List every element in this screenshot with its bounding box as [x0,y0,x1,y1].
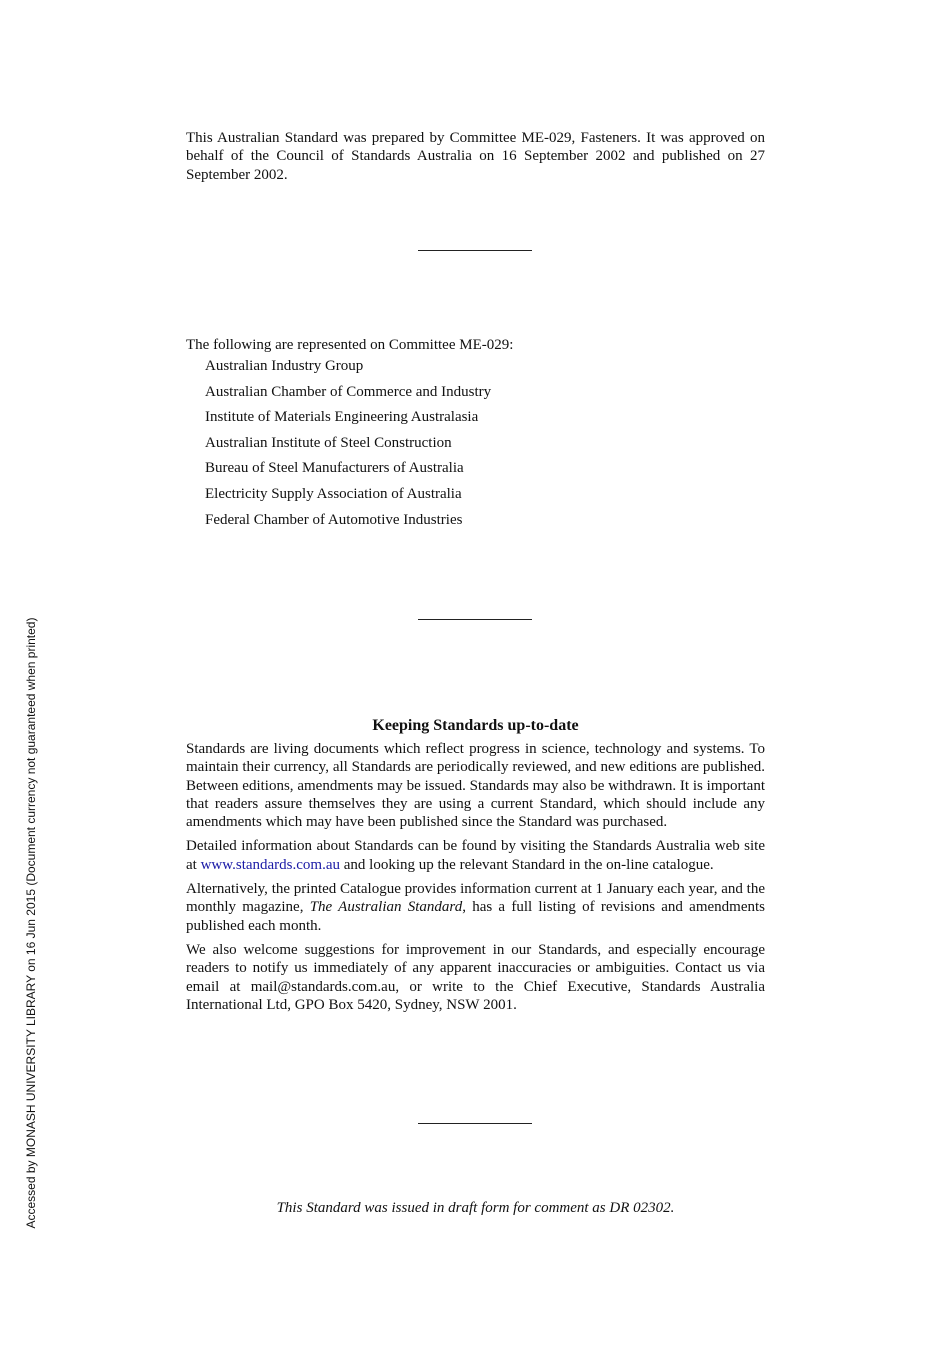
committee-member: Bureau of Steel Manufacturers of Australia [205,460,464,477]
up-to-date-section [186,740,765,1020]
section-divider [418,1123,532,1124]
catalogue-text: Alternatively, the printed Catalogue provides information current at 1 January each year, and the monthly magazine, [186,881,765,916]
committee-member-list [186,354,765,533]
standards-web-link[interactable]: www.standards.com.au [200,856,340,873]
up-to-date-heading: Keeping Standards up-to-date [372,717,579,734]
committee-member: Federal Chamber of Automotive Industries [205,511,463,528]
committee-member: Electricity Supply Association of Australia [205,485,462,502]
section-divider [418,619,532,620]
section-divider [418,250,532,251]
committee-member: Australian Industry Group [205,358,364,374]
up-to-date-paragraph: Standards are living documents which reflect progress in science, technology and systems. To maintain their currency, all Standards are periodically reviewed, and new editions are published. Between editions, amendments may be issued. Standards may also be withdrawn. It is important that readers assure themselves they are using a current Standard, which should include any amendments which may have been published since the Standard was purchased. [186,741,765,831]
committee-member: Institute of Materials Engineering Australasia [205,409,479,426]
contact-paragraph: We also welcome suggestions for improvement in our Standards, and especially encourage readers to notify us immediately of any apparent inaccuracies or ambiguities. Contact us via email at mail@standards.com.au, or write to the Chief Executive, Standards Australia International Ltd, GPO Box 5420, Sydney, NSW 2001. [186,941,765,1013]
committee-representation [186,336,765,533]
committee-member: Australian Chamber of Commerce and Industry [205,383,492,400]
catalogue-text: , has a full listing of revisions and amendments published each month. [186,899,765,934]
preparation-text: This Australian Standard was prepared by Committee ME-029, Fasteners. It was approved on behalf of the Council of Standards Australia on 16 September 2002 and published on 27 September 2002. [186,130,765,183]
magazine-title: The Australian Standard [309,899,463,916]
committee-intro: The following are represented on Committee ME-029: [186,337,514,353]
catalogue-paragraph [186,880,765,935]
web-site-text: and looking up the relevant Standard in the on-line catalogue. [340,856,714,873]
access-watermark: Accessed by MONASH UNIVERSITY LIBRARY on 16 Jun 2015 (Document currency not guaranteed when printed) [24,617,38,1229]
web-site-text: Detailed information about Standards can be found by visiting the Standards Australia web site at [186,838,765,873]
draft-note: This Standard was issued in draft form for comment as DR 02302. [276,1200,675,1216]
web-site-paragraph [186,837,765,874]
preparation-statement [186,129,765,184]
committee-member: Australian Institute of Steel Construction [205,434,452,451]
